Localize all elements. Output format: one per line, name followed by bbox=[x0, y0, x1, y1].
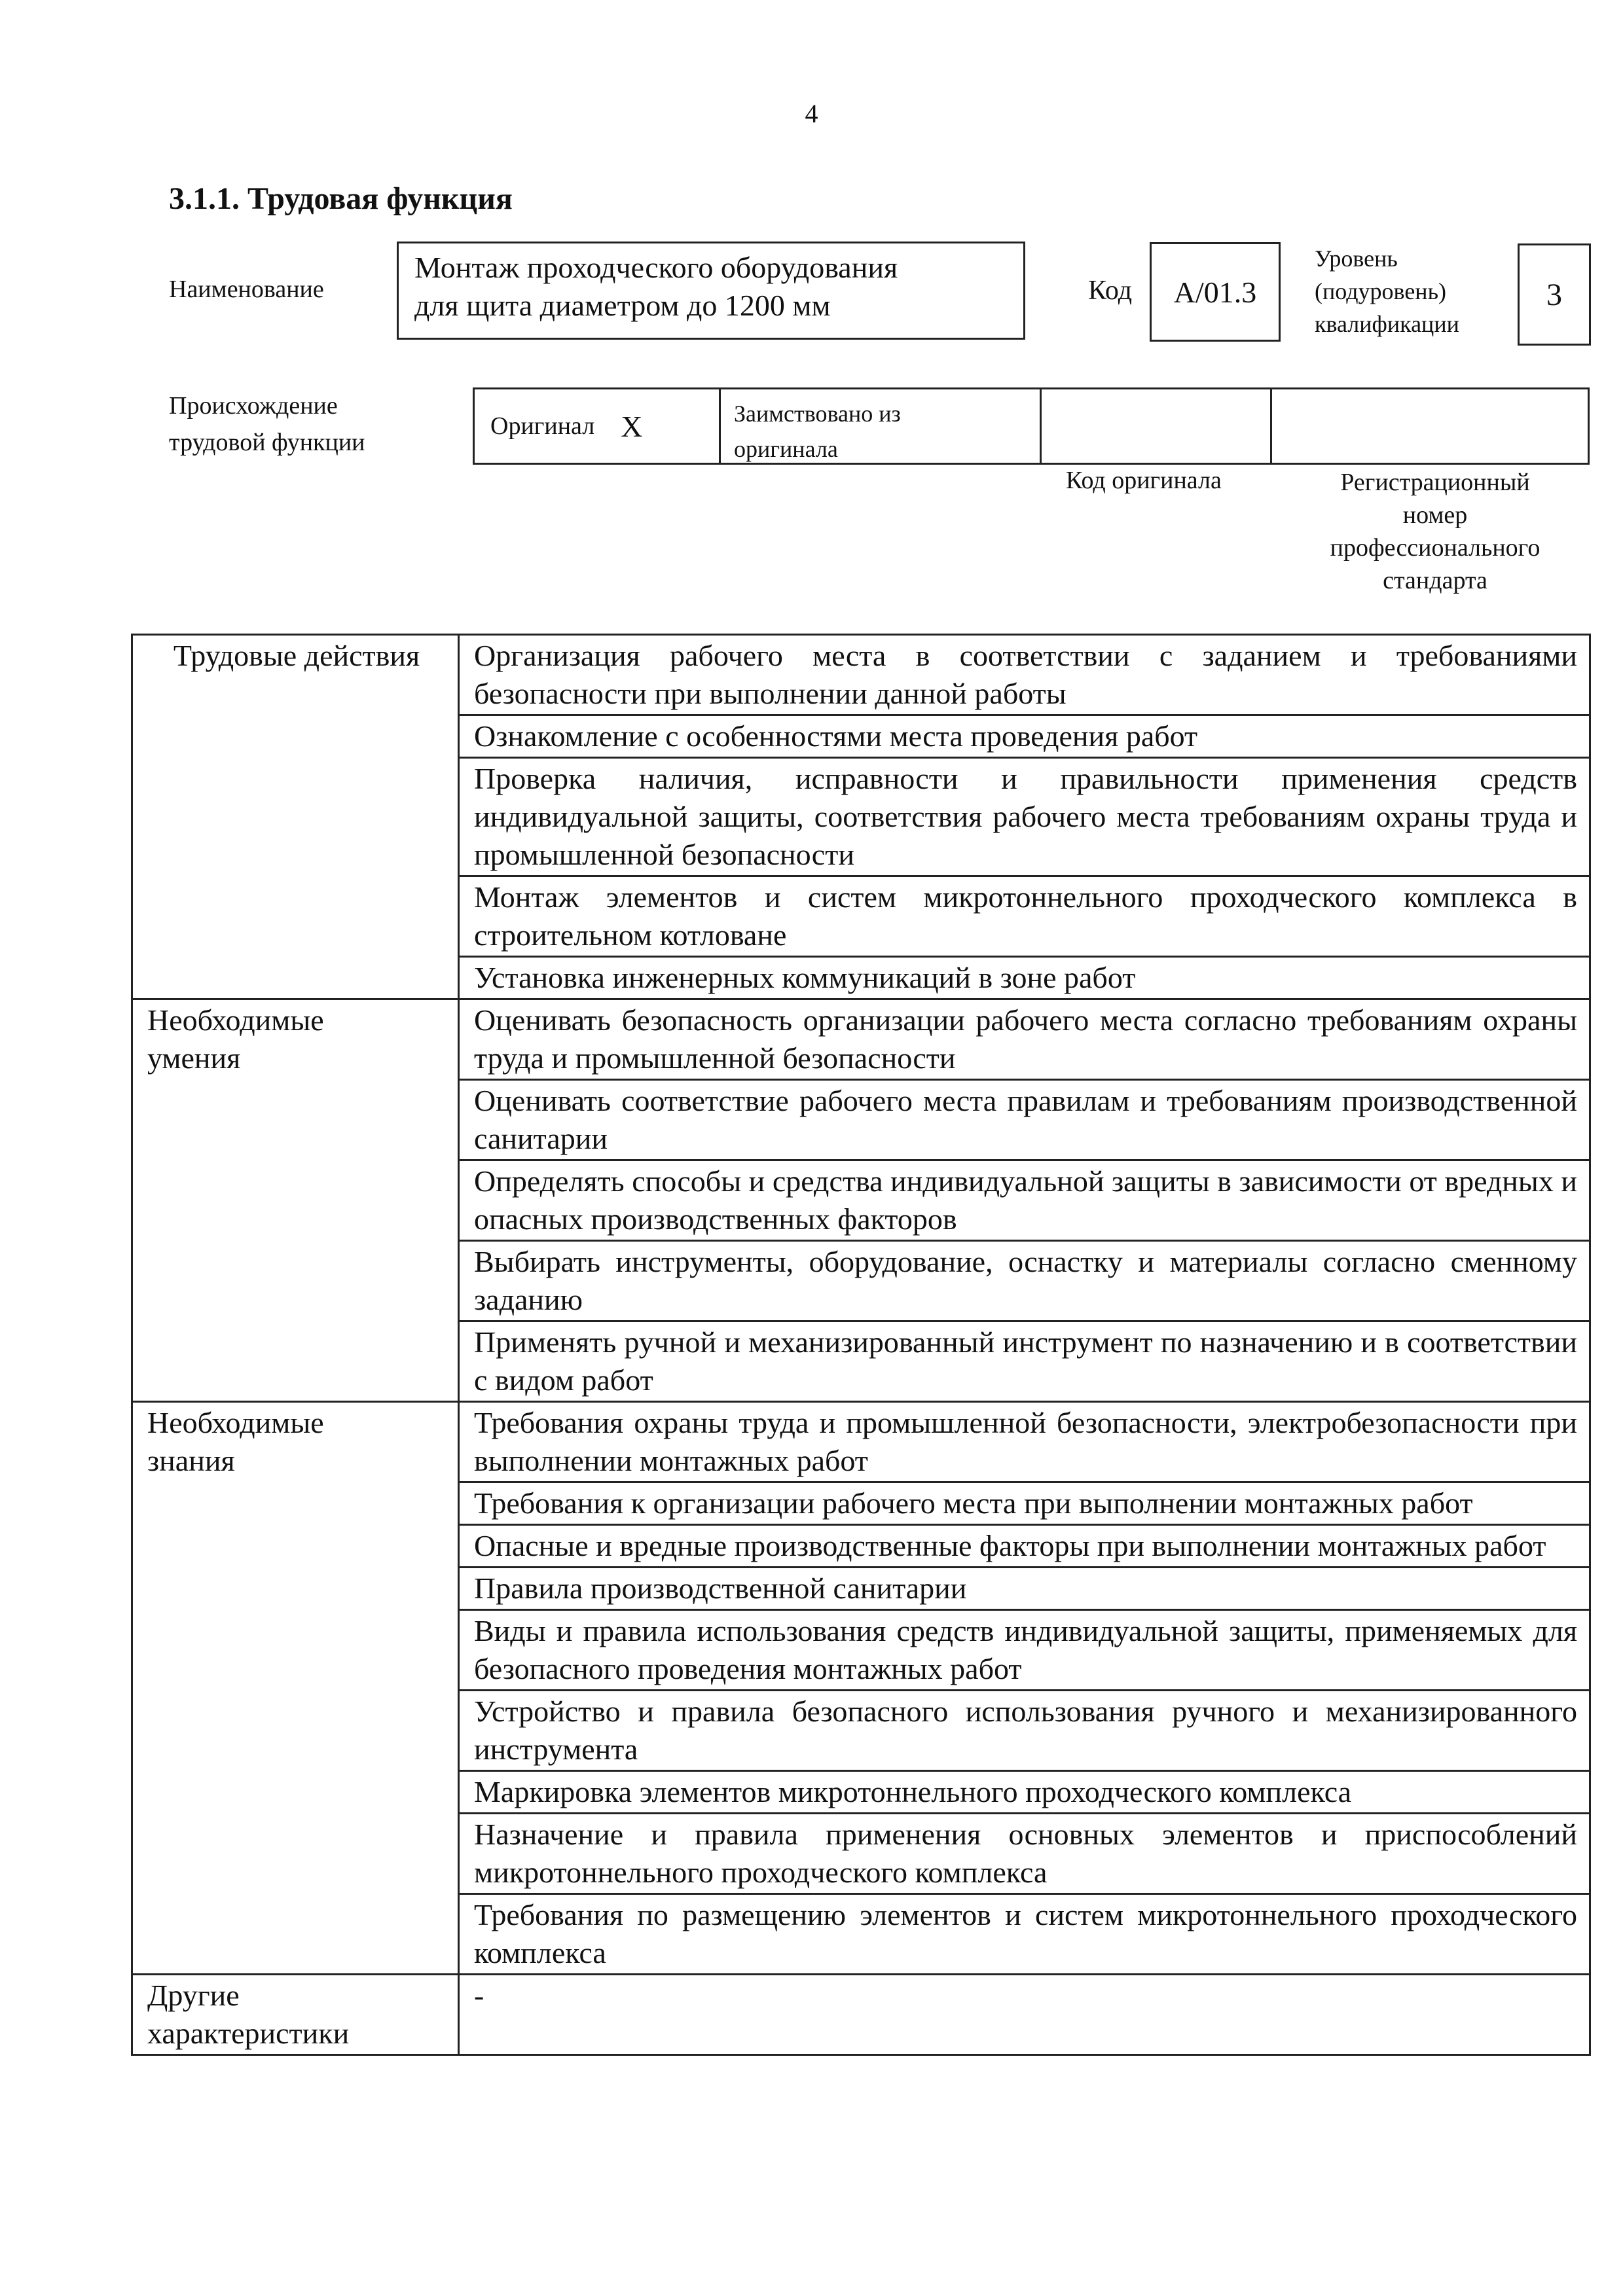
function-table bbox=[131, 634, 1591, 2056]
name-value-line: Монтаж проходческого оборудования bbox=[414, 251, 898, 284]
table-cell-item: Применять ручной и механизированный инструмент по назначению и в соответствии с видом работ bbox=[459, 1321, 1590, 1402]
code-label: Код bbox=[1088, 276, 1133, 306]
origin-label-line: трудовой функции bbox=[169, 429, 365, 456]
table-cell-item: Требования по размещению элементов и систем микротоннельного проходческого комплекса bbox=[459, 1894, 1590, 1975]
table-cell-item: Монтаж элементов и систем микротоннельного проходческого комплекса в строительном котловане bbox=[459, 876, 1590, 957]
table-cell-item: Правила производственной санитарии bbox=[459, 1568, 1590, 1610]
name-value-line: для щита диаметром до 1200 мм bbox=[414, 289, 831, 322]
table-cell-item: - bbox=[459, 1975, 1590, 2055]
borrowed-label-line: оригинала bbox=[734, 436, 838, 462]
table-row bbox=[132, 1402, 1590, 1482]
reg-label-line: номер bbox=[1402, 501, 1468, 529]
borrowed-label-line: Заимствовано из bbox=[734, 401, 901, 427]
category-label: умения bbox=[147, 1041, 241, 1075]
reg-label-line: стандарта bbox=[1383, 567, 1487, 594]
category-cell bbox=[132, 635, 459, 999]
table-cell-item: Требования охраны труда и промышленной безопасности, электробезопасности при выполнении монтажных работ bbox=[459, 1402, 1590, 1482]
section-title: 3.1.1. Трудовая функция bbox=[169, 181, 513, 216]
category-label: Трудовые действия bbox=[173, 639, 420, 672]
table-cell-item: Виды и правила использования средств индивидуальной защиты, применяемых для безопасного проведения монтажных работ bbox=[459, 1610, 1590, 1691]
origin-label-line: Происхождение bbox=[169, 392, 338, 420]
reg-label-line: Регистрационный bbox=[1340, 469, 1530, 496]
table-row bbox=[132, 999, 1590, 1080]
code-value-box bbox=[1150, 242, 1281, 342]
reg-label-line: профессионального bbox=[1330, 534, 1541, 562]
origin-original-cell bbox=[475, 389, 721, 463]
category-cell bbox=[132, 999, 459, 1402]
table-cell-item: Организация рабочего места в соответствии с заданием и требованиями безопасности при выполнении данной работы bbox=[459, 635, 1590, 715]
level-label bbox=[1315, 242, 1459, 340]
table-cell-item: Оценивать безопасность организации рабочего места согласно требованиям охраны труда и промышленной безопасности bbox=[459, 999, 1590, 1080]
table-cell-item: Выбирать инструменты, оборудование, оснастку и материалы согласно сменному заданию bbox=[459, 1241, 1590, 1321]
original-label: Оригинал bbox=[490, 412, 595, 440]
category-label: характеристики bbox=[147, 2017, 350, 2050]
table-row bbox=[132, 635, 1590, 715]
origin-borrowed-cell bbox=[721, 389, 1042, 463]
reg-number-cell bbox=[1272, 389, 1588, 463]
table-cell-item: Проверка наличия, исправности и правильности применения средств индивидуальной защиты, соответствия рабочего места требованиям охраны труда и промышленной безопасности bbox=[459, 758, 1590, 876]
level-value-box bbox=[1518, 243, 1591, 346]
name-value-box bbox=[397, 242, 1025, 340]
category-label: Необходимые bbox=[147, 1003, 324, 1037]
table-cell-item: Назначение и правила применения основных элементов и приспособлений микротоннельного проходческого комплекса bbox=[459, 1814, 1590, 1894]
category-cell bbox=[132, 1975, 459, 2055]
level-label-line: Уровень bbox=[1315, 245, 1398, 272]
table-cell-item: Требования к организации рабочего места при выполнении монтажных работ bbox=[459, 1482, 1590, 1525]
category-label: Необходимые bbox=[147, 1406, 324, 1439]
origin-label bbox=[169, 387, 365, 461]
code-original-label: Код оригинала bbox=[1066, 467, 1222, 494]
code-value: А/01.3 bbox=[1173, 275, 1257, 309]
table-cell-item: Определять способы и средства индивидуальной защиты в зависимости от вредных и опасных производственных факторов bbox=[459, 1160, 1590, 1241]
table-row bbox=[132, 1975, 1590, 2055]
level-label-line: (подуровень) bbox=[1315, 278, 1446, 304]
category-cell bbox=[132, 1402, 459, 1975]
code-original-cell bbox=[1042, 389, 1272, 463]
reg-number-label bbox=[1298, 466, 1573, 597]
origin-table bbox=[473, 387, 1590, 465]
page-number: 4 bbox=[805, 99, 818, 128]
level-value: 3 bbox=[1546, 277, 1562, 312]
category-label: знания bbox=[147, 1444, 235, 1477]
category-label: Другие bbox=[147, 1979, 240, 2012]
level-label-line: квалификации bbox=[1315, 311, 1459, 337]
table-cell-item: Устройство и правила безопасного использования ручного и механизированного инструмента bbox=[459, 1691, 1590, 1771]
table-cell-item: Маркировка элементов микротоннельного проходческого комплекса bbox=[459, 1771, 1590, 1814]
table-cell-item: Установка инженерных коммуникаций в зоне работ bbox=[459, 957, 1590, 999]
table-cell-item: Опасные и вредные производственные факторы при выполнении монтажных работ bbox=[459, 1525, 1590, 1568]
original-mark: X bbox=[621, 409, 643, 443]
name-label: Наименование bbox=[169, 276, 324, 303]
table-cell-item: Оценивать соответствие рабочего места правилам и требованиям производственной санитарии bbox=[459, 1080, 1590, 1160]
table-cell-item: Ознакомление с особенностями места проведения работ bbox=[459, 715, 1590, 758]
